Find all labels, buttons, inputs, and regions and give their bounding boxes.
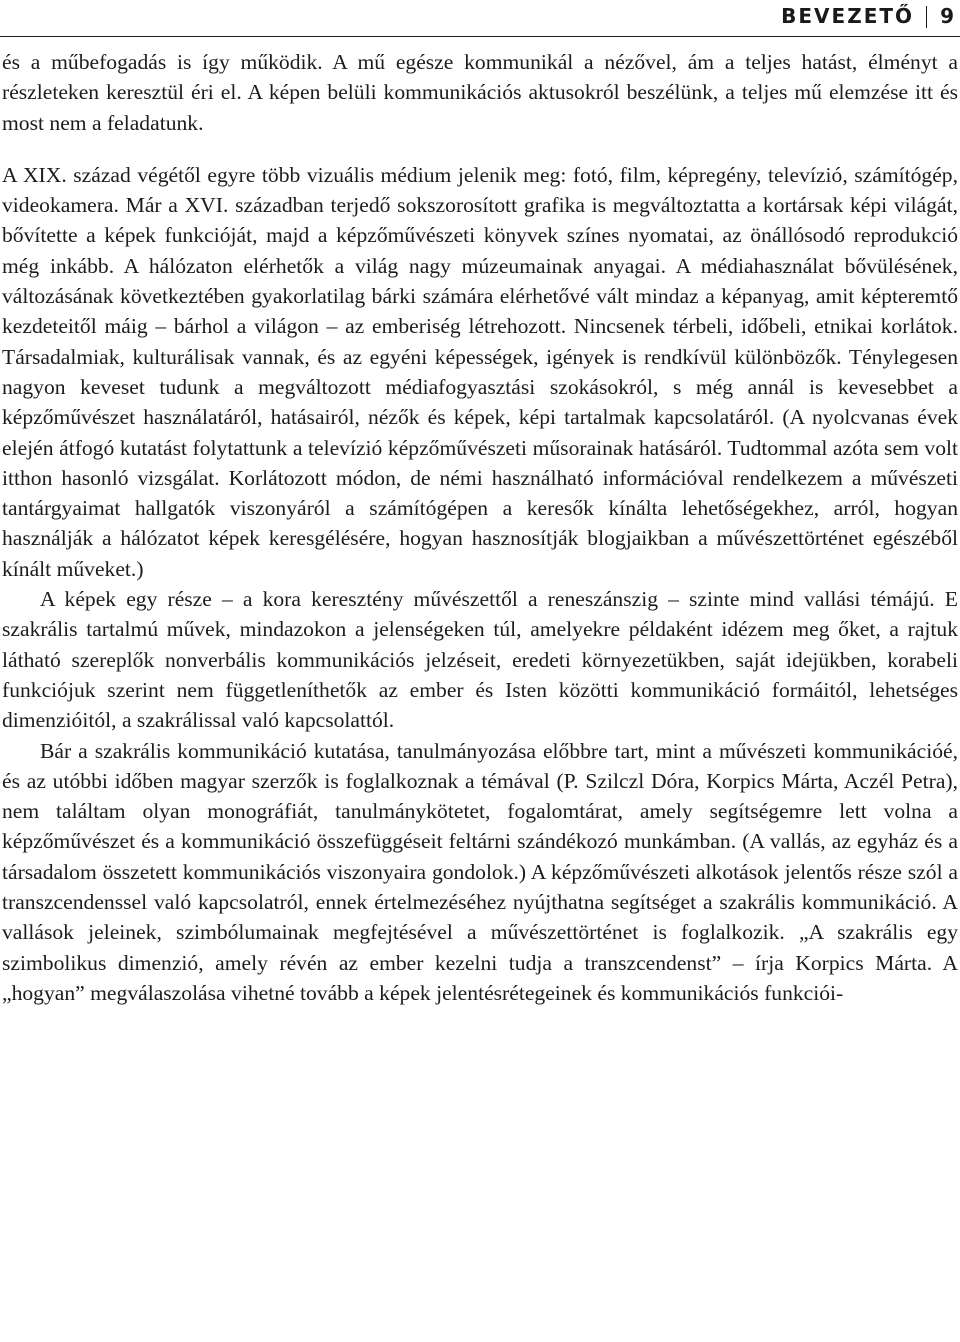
running-header xyxy=(0,0,960,42)
page-number: 9 xyxy=(940,4,954,28)
paragraph-3: A képek egy része – a kora keresztény művészettől a reneszánszig – szinte mind vallási témájú. E szakrális tartalmú művek, mindazokon a jelenségeken túl, amelyekre példaként idézem meg őket, a rajtuk látható szereplők nonverbális kommunikációs jelzéseit, eredeti környezetükben, saját idejükben, korabeli funkciójuk szerint nem függetleníthetők az ember és Isten közötti kommunikáció formáitól, lehetséges dimenzióitól, a szakrálissal való kapcsolattól. xyxy=(2,587,958,733)
chapter-title: BEVEZETŐ xyxy=(781,4,914,28)
paragraph-2: A XIX. század végétől egyre több vizuális médium jelenik meg: fotó, film, képregény, televízió, számítógép, videokamera. Már a XVI. században terjedő sokszorosított grafika is megváltoztatta a kortársak képi világát, bővítette a képek funkcióját, majd a képzőművészeti könyvek színes nyomatai, az önállósodó reprodukció még inkább. A hálózaton elérhetők a világ nagy múzeumainak anyagai. A médiahasználat bővülésének, változásának következtében gyakorlatilag bárki számára elérhetővé vált mindaz a képanyag, amit képteremtő kezdeteitől máig – bárhol a világon – az emberiség létrehozott. Nincsenek térbeli, időbeli, etnikai korlátok. Társadalmiak, kulturálisak vannak, és az egyéni képességek, igények is rendkívül különbözők. Ténylegesen nagyon keveset tudunk a megváltozott médiafogyasztási szokásokról, s még annál is kevesebbet a képzőművészet használatáról, hatásairól, nézők és képek, képi tartalmak kapcsolatáról. (A nyolcvanas évek elején átfogó kutatást folytattunk a televízió képzőművészeti műsorainak hatásáról. Tudtommal azóta sem volt itthon hasonló vizsgálat. Korlátozott módon, de némi használható információval rendelkezem a művészeti tantárgyaimat hallgatók viszonyáról a számítógépen a keresők kínálta lehetőségekhez, arról, hogyan használják a hálózatot képek keresgélésére, hogyan hasznosítják blogjaikban a művészettörténet egészéből kínált műveket.) xyxy=(2,162,958,581)
paragraph-4: Bár a szakrális kommunikáció kutatása, tanulmányozása előbbre tart, mint a művészeti kommunikációé, és az utóbbi időben magyar szerzők is foglalkoznak a témával (P. Szilczl Dóra, Korpics Márta, Aczél Petra), nem találtam olyan monográfiát, tanulmánykötetet, fogalomtárat, amely segítségemre lett volna a képzőművészet és a kommunikáció összefüggéseit feltárni szándékozó munkámban. (A vallás, az egyház és a társadalom összetett kommunikációs viszonyaira gondolok.) A képzőművészeti alkotások jelentős része szól a transzcendenssel való kapcsolatról, ennek értelmezéséhez nyújthatna segítséget a szakrális kommunikáció. A vallások jeleinek, szimbólumainak megfejtésével a művészettörténet is foglalkozik. „A szakrális egy szimbolikus dimenzió, amely révén az ember kezelni tudja a transzcendenst” – írja Korpics Márta. A „hogyan” megválaszolása vihetné tovább a képek jelentésrétegeinek és kommunikációs funkciói- xyxy=(2,738,958,1005)
header-rule xyxy=(0,36,960,37)
paragraph-1: és a műbefogadás is így működik. A mű egésze kommunikál a nézővel, ám a teljes hatást, élményt a részleteken keresztül éri el. A képen belüli kommunikációs aktusokról beszélünk, a teljes mű elemzése itt és most nem a feladatunk. xyxy=(2,50,958,135)
header-separator xyxy=(926,6,927,28)
body-text xyxy=(2,47,958,1008)
